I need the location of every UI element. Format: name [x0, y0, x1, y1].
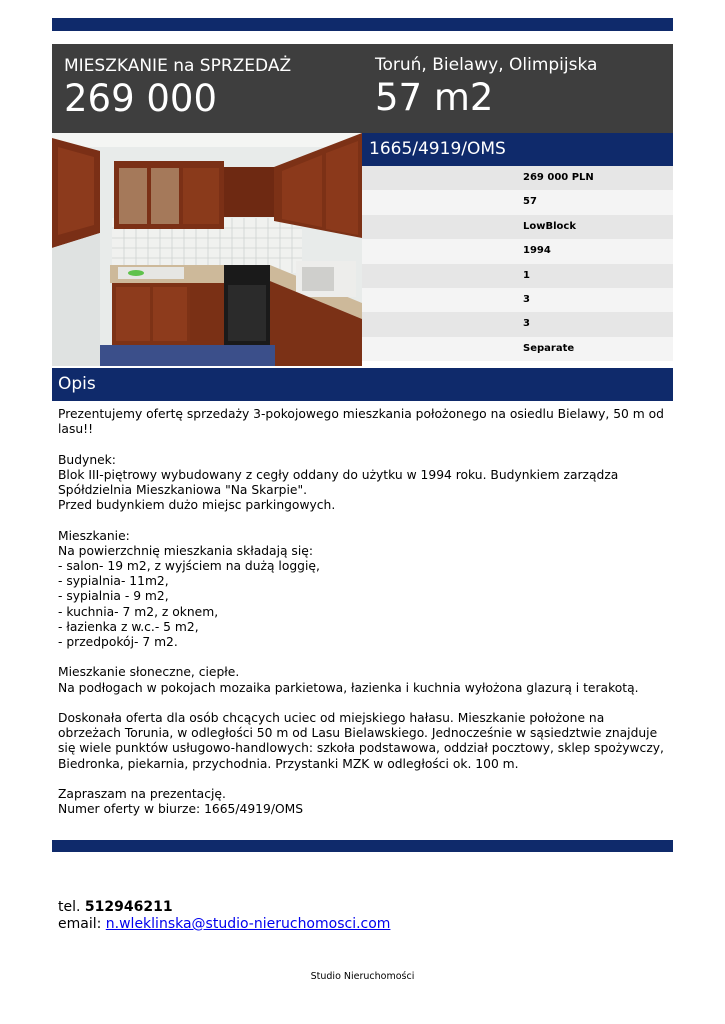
kitchen-photo [52, 133, 362, 366]
detail-floors-total: 3 [362, 312, 673, 336]
phone-label: tel. [58, 899, 81, 915]
description-paragraph: Mieszkanie słoneczne, ciepłe. Na podłogach w pokojach mozaika parkietowa, łazienka i kuchnia wyłożona glazurą i terakotą. [58, 665, 639, 695]
header-left [64, 56, 291, 121]
description-paragraph: Doskonała oferta dla osób chcących uciec od miejskiego hałasu. Mieszkanie położone na obrzeżach Torunia, w odległości 50 m od Lasu Bielawskiego. Jednocześnie w sąsiedztwie znajduje się wiele punktów usługowo-handlowych: szkoła podstawowa, oddział pocztowy, sklep spożywczy, Biedronka, piekarnia, przychodnia. Przystanki MZK w odległości ok. 100 m. [58, 711, 664, 771]
phone-number: 512946211 [84, 899, 173, 915]
email-label: email: [58, 916, 102, 932]
contact-block [58, 899, 390, 933]
listing-price: 269 000 [64, 77, 218, 120]
description-paragraph: Mieszkanie: Na powierzchnię mieszkania składają się: - salon- 19 m2, z wyjściem na dużą loggię, - sypialnia- 11m2, - sypialnia - 9 m2, - kuchnia- 7 m2, z oknem, - łazienka z w.c.- 5 m2, - przedpokój- 7 m2. [58, 528, 320, 650]
offer-id: 1665/4919/OMS [362, 133, 673, 166]
detail-year-built: 1994 [362, 239, 673, 263]
phone-line [58, 899, 390, 916]
top-decor-bar [52, 18, 673, 31]
description-text [58, 407, 670, 817]
detail-kitchen-type: Separate [362, 337, 673, 361]
header-right [375, 55, 597, 120]
detail-rooms: 3 [362, 288, 673, 312]
footer-brand: Studio Nieruchomości [310, 971, 415, 982]
listing-area: 57 m2 [375, 76, 494, 119]
detail-price: 269 000 PLN [362, 166, 673, 190]
email-link[interactable]: n.wleklinska@studio-nieruchomosci.com [105, 916, 391, 932]
description-paragraph: Prezentujemy ofertę sprzedaży 3-pokojowego mieszkania położonego na osiedlu Bielawy, 50 m od lasu!! [58, 407, 664, 437]
listing-type: MIESZKANIE na SPRZEDAŻ [64, 56, 292, 76]
description-heading: Opis [52, 368, 673, 401]
description-paragraph: Budynek: Blok III-piętrowy wybudowany z cegły oddany do użytku w 1994 roku. Budynkiem zarządza Spółdzielnia Mieszkaniowa "Na Skarpie". Przed budynkiem dużo miejsc parkingowych. [58, 452, 619, 513]
listing-location: Toruń, Bielawy, Olimpijska [375, 55, 598, 75]
detail-building-type: LowBlock [362, 215, 673, 239]
detail-area: 57 [362, 190, 673, 214]
kitchen-photo-image [52, 133, 362, 366]
bottom-decor-bar [52, 840, 673, 852]
detail-floor: 1 [362, 264, 673, 288]
listing-header [52, 44, 673, 133]
description-paragraph: Zapraszam na prezentację. Numer oferty w biurze: 1665/4919/OMS [58, 787, 304, 817]
offer-details-panel [362, 133, 673, 366]
email-line [58, 916, 390, 933]
